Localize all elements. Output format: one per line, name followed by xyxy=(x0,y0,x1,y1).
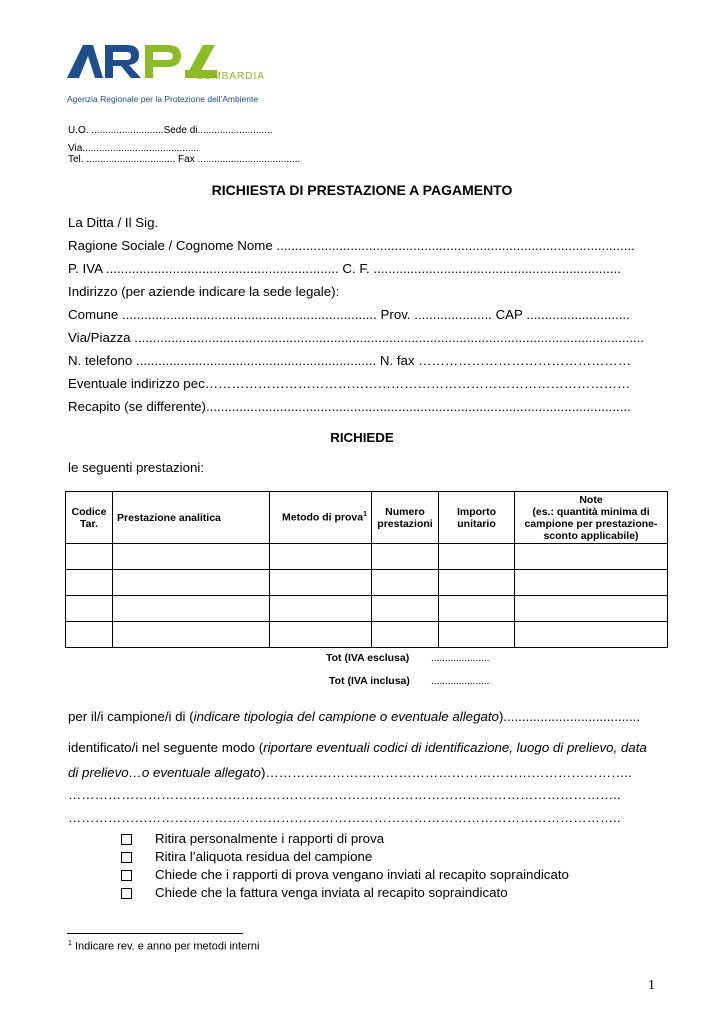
option-ritira-rapporti: Ritira personalmente i rapporti di prova xyxy=(155,831,385,846)
ragione-sociale-field[interactable]: Ragione Sociale / Cognome Nome ................................................................................................. xyxy=(68,238,635,253)
header-note: Note (es.: quantità minima di campione per prestazione- sconto applicabile) xyxy=(515,492,668,544)
checkbox-invio-rapporti[interactable] xyxy=(121,870,132,881)
logo-agency: Agenzia Regionale per la Protezione dell'Ambiente xyxy=(67,94,259,104)
tot-iva-esclusa-value[interactable]: ..................... xyxy=(431,653,490,664)
checkbox-invio-fattura[interactable] xyxy=(121,888,132,899)
table-row xyxy=(66,622,668,648)
identificato-line-3[interactable]: …………………………………………………………………………………………………………….. xyxy=(68,787,621,802)
header-codice: Codice Tar. xyxy=(66,492,113,544)
comune-prov-cap-field[interactable]: Comune ..................................................................... Prov. ..................... CAP ............................ xyxy=(68,307,630,322)
page-number: 1 xyxy=(648,978,655,993)
logo-region: LOMBARDIA xyxy=(197,71,265,82)
indirizzo-label: Indirizzo (per aziende indicare la sede legale): xyxy=(68,284,340,299)
tel-line[interactable]: Tel. ................................ Fax ..................................... xyxy=(68,154,301,165)
identificato-line-2[interactable]: di prelievo…o eventuale allegato)……………………………………………………………………….. xyxy=(68,765,632,780)
table-row xyxy=(66,544,668,570)
identificato-line-4[interactable]: …………………………………………………………………………………………………………….. xyxy=(68,810,621,825)
header-importo: Importo unitario xyxy=(439,492,515,544)
footnote-ref: 1 xyxy=(363,511,367,519)
checkbox-ritira-aliquota[interactable] xyxy=(121,852,132,863)
telefono-fax-field[interactable]: N. telefono ................................................................. N. fax ………………………………………… xyxy=(68,353,632,368)
campione-field[interactable]: per il/i campione/i di (indicare tipologia del campione o eventuale allegato)..................................... xyxy=(68,709,641,724)
document-title: RICHIESTA DI PRESTAZIONE A PAGAMENTO xyxy=(211,182,513,198)
piva-cf-field[interactable]: P. IVA ............................................................... C. F. ................................................................... xyxy=(68,261,621,276)
uo-line[interactable]: U.O. ..........................Sede di........................... xyxy=(68,125,273,136)
table-header-row xyxy=(66,492,668,544)
ditta-label: La Ditta / Il Sig. xyxy=(68,215,159,230)
pec-field[interactable]: Eventuale indirizzo pec…………………………………………………………………………………… xyxy=(68,376,631,391)
richiede-heading: RICHIEDE xyxy=(330,430,394,445)
tot-iva-esclusa-label: Tot (IVA esclusa) xyxy=(326,652,410,664)
identificato-line-1: identificato/i nel seguente modo (riportare eventuali codici di identificazione, luogo di prelievo, data xyxy=(68,740,647,755)
arpa-logo xyxy=(67,40,287,110)
via-piazza-field[interactable]: Via/Piazza .......................................................................................................................................... xyxy=(68,330,645,345)
header-prestazione: Prestazione analitica xyxy=(113,492,270,544)
option-invio-fattura: Chiede che la fattura venga inviata al recapito sopraindicato xyxy=(155,885,508,900)
tot-iva-inclusa-label: Tot (IVA inclusa) xyxy=(329,675,410,687)
recapito-field[interactable]: Recapito (se differente)................................................................................................................... xyxy=(68,399,631,414)
prestazioni-table xyxy=(65,491,668,648)
footnote-separator xyxy=(67,933,243,934)
via-line[interactable]: Via.......................................... xyxy=(68,143,199,154)
option-invio-rapporti: Chiede che i rapporti di prova vengano inviati al recapito sopraindicato xyxy=(155,867,569,882)
header-numero: Numero prestazioni xyxy=(372,492,439,544)
table-row xyxy=(66,596,668,622)
footnote: $^1$ Indicare rev. e anno per metodi interni xyxy=(68,940,260,953)
prestazioni-intro: le seguenti prestazioni: xyxy=(68,460,205,475)
header-metodo: Metodo di prova$^1$ xyxy=(270,492,372,544)
table-row xyxy=(66,570,668,596)
tot-iva-inclusa-value[interactable]: ..................... xyxy=(431,676,490,687)
checkbox-ritira-rapporti[interactable] xyxy=(121,834,132,845)
option-ritira-aliquota: Ritira l’aliquota residua del campione xyxy=(155,849,373,864)
